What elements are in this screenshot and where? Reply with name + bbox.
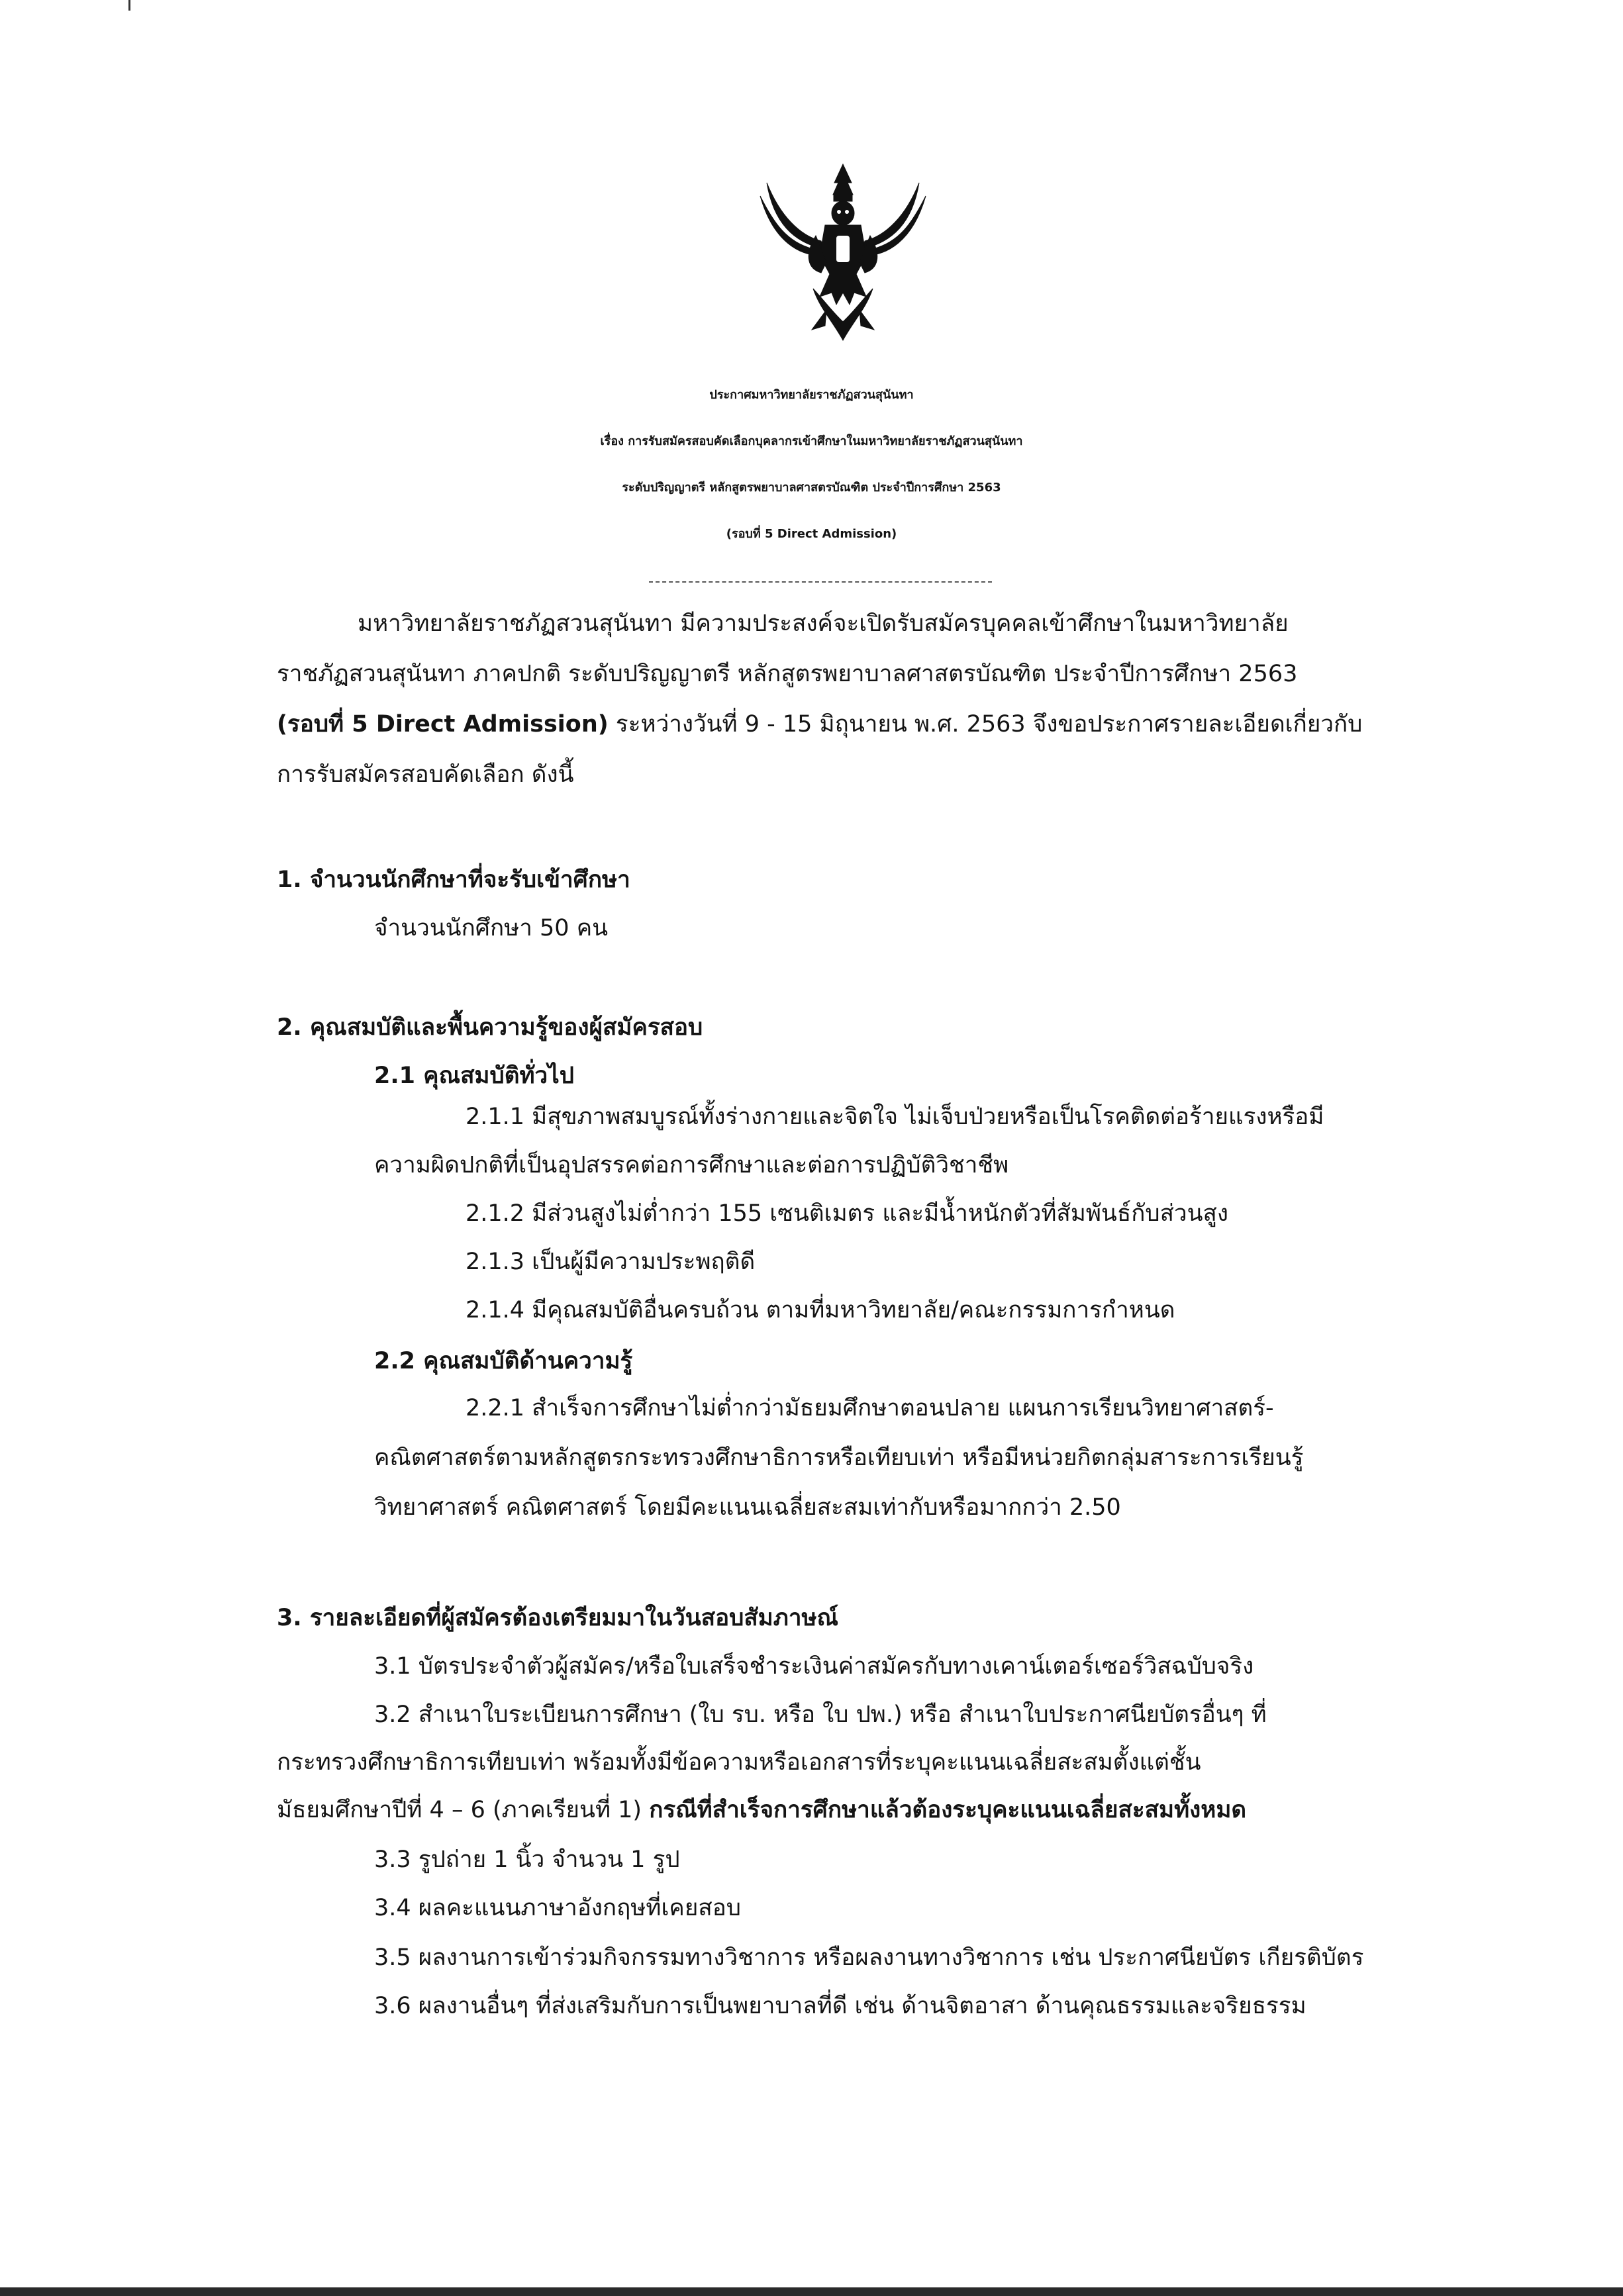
item-3-5: 3.5 ผลงานการเข้าร่วมกิจกรรมทางวิชาการ หรือผลงานทางวิชาการ เช่น ประกาศนียบัตร เกียรติบัตร	[374, 1944, 1364, 1971]
intro-line-3	[277, 708, 1362, 740]
announcement-program: ระดับปริญญาตรี หลักสูตรพยาบาลศาสตรบัณฑิต ประจำปีการศึกษา 2563	[622, 481, 1001, 495]
announcement-title: ประกาศมหาวิทยาลัยราชภัฏสวนสุนันทา	[709, 388, 914, 402]
section-1-text: จำนวนนักศึกษา 50 คน	[374, 915, 609, 941]
item-3-2-grade-text: มัธยมศึกษาปีที่ 4 – 6 (ภาคเรียนที่ 1)	[277, 1797, 650, 1823]
announcement-round: (รอบที่ 5 Direct Admission)	[726, 527, 897, 541]
scan-mark	[128, 0, 130, 11]
intro-round-bold: (รอบที่ 5 Direct Admission)	[277, 711, 609, 738]
section-3-title: 3. รายละเอียดที่ผู้สมัครต้องเตรียมมาในวันสอบสัมภาษณ์	[277, 1605, 839, 1631]
item-3-2-line-2: กระทรวงศึกษาธิการเทียบเท่า พร้อมทั้งมีข้อความหรือเอกสารที่ระบุคะแนนเฉลี่ยสะสมตั้งแต่ชั้น	[277, 1749, 1201, 1776]
item-2-1-3: 2.1.3 เป็นผู้มีความประพฤติดี	[466, 1249, 756, 1275]
item-2-1-2: 2.1.2 มีส่วนสูงไม่ต่ำกว่า 155 เซนติเมตร และมีน้ำหนักตัวที่สัมพันธ์กับส่วนสูง	[466, 1200, 1229, 1227]
announcement-subject: เรื่อง การรับสมัครสอบคัดเลือกบุคลากรเข้าศึกษาในมหาวิทยาลัยราชภัฏสวนสุนันทา	[600, 434, 1023, 448]
item-2-2-1-line-3: วิทยาศาสตร์ คณิตศาสตร์ โดยมีคะแนนเฉลี่ยสะสมเท่ากับหรือมากกว่า 2.50	[374, 1494, 1121, 1521]
header-divider	[649, 581, 992, 583]
section-1-title: 1. จำนวนนักศึกษาที่จะรับเข้าศึกษา	[277, 867, 630, 893]
item-3-3: 3.3 รูปถ่าย 1 นิ้ว จำนวน 1 รูป	[374, 1846, 680, 1873]
item-3-4: 3.4 ผลคะแนนภาษาอังกฤษที่เคยสอบ	[374, 1895, 741, 1921]
intro-line-4: การรับสมัครสอบคัดเลือก ดังนี้	[277, 761, 574, 788]
intro-line-2: ราชภัฏสวนสุนันทา ภาคปกติ ระดับปริญญาตรี หลักสูตรพยาบาลศาสตรบัณฑิต ประจำปีการศึกษา 2563	[277, 661, 1298, 687]
item-2-1-1-line-2: ความผิดปกติที่เป็นอุปสรรคต่อการศึกษาและต่อการปฏิบัติวิชาชีพ	[374, 1152, 1009, 1178]
item-2-2-1-line-1: 2.2.1 สำเร็จการศึกษาไม่ต่ำกว่ามัธยมศึกษาตอนปลาย แผนการเรียนวิทยาศาสตร์-	[466, 1395, 1274, 1421]
item-2-1-1-line-1: 2.1.1 มีสุขภาพสมบูรณ์ทั้งร่างกายและจิตใจ ไม่เจ็บป่วยหรือเป็นโรคติดต่อร้ายแรงหรือมี	[466, 1104, 1324, 1130]
section-2-2-title: 2.2 คุณสมบัติด้านความรู้	[374, 1348, 633, 1374]
intro-date-text: ระหว่างวันที่ 9 - 15 มิถุนายน พ.ศ. 2563 จึงขอประกาศรายละเอียดเกี่ยวกับ	[608, 711, 1363, 738]
garuda-emblem-icon	[747, 156, 939, 348]
item-3-2-line-1: 3.2 สำเนาใบระเบียนการศึกษา (ใบ รบ. หรือ ใบ ปพ.) หรือ สำเนาใบประกาศนียบัตรอื่นๆ ที่	[374, 1701, 1267, 1728]
item-2-1-4: 2.1.4 มีคุณสมบัติอื่นครบถ้วน ตามที่มหาวิทยาลัย/คณะกรรมการกำหนด	[466, 1297, 1175, 1323]
section-2-1-title: 2.1 คุณสมบัติทั่วไป	[374, 1063, 574, 1089]
item-3-2-bold-note: กรณีที่สำเร็จการศึกษาแล้วต้องระบุคะแนนเฉลี่ยสะสมทั้งหมด	[649, 1797, 1247, 1823]
scan-bottom-edge	[0, 2287, 1623, 2296]
item-2-2-1-line-2: คณิตศาสตร์ตามหลักสูตรกระทรวงศึกษาธิการหรือเทียบเท่า หรือมีหน่วยกิตกลุ่มสาระการเรียนรู้	[374, 1445, 1304, 1471]
intro-line-1: มหาวิทยาลัยราชภัฏสวนสุนันทา มีความประสงค์จะเปิดรับสมัครบุคคลเข้าศึกษาในมหาวิทยาลัย	[358, 610, 1289, 637]
item-3-2-line-3	[277, 1794, 1246, 1826]
item-3-1: 3.1 บัตรประจำตัวผู้สมัคร/หรือใบเสร็จชำระเงินค่าสมัครกับทางเคาน์เตอร์เซอร์วิสฉบับจริง	[374, 1653, 1254, 1680]
section-2-title: 2. คุณสมบัติและพื้นความรู้ของผู้สมัครสอบ	[277, 1014, 703, 1041]
item-3-6: 3.6 ผลงานอื่นๆ ที่ส่งเสริมกับการเป็นพยาบาลที่ดี เช่น ด้านจิตอาสา ด้านคุณธรรมและจริยธรรม	[374, 1993, 1306, 2019]
